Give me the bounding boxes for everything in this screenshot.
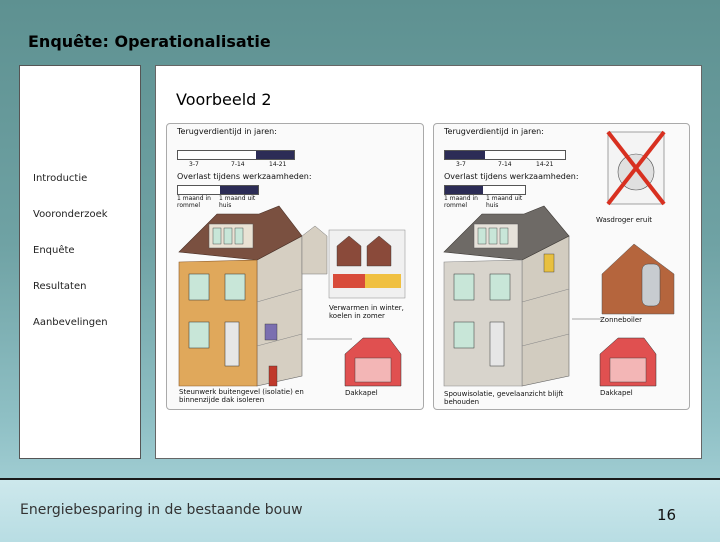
- nav-item-resultaten[interactable]: Resultaten: [33, 281, 87, 292]
- slide-subtitle: Voorbeeld 2: [176, 90, 272, 109]
- right-caption-boiler: Zonneboiler: [600, 316, 643, 324]
- nav-item-vooronderzoek[interactable]: Vooronderzoek: [33, 209, 108, 220]
- right-caption-dormer: Dakkapel: [600, 389, 633, 397]
- right-nuisance-option-1: 1 maand in rommel: [444, 195, 478, 209]
- left-nuisance-label: Overlast tijdens werkzaamheden:: [177, 172, 312, 181]
- left-nuisance-option-2: 1 maand uit huis: [219, 195, 256, 209]
- right-nuisance-option-2: 1 maand uit huis: [486, 195, 523, 209]
- left-caption-dormer: Dakkapel: [345, 389, 378, 397]
- right-caption-wall: Spouwisolatie, gevelaanzicht blijft behouden: [444, 390, 564, 406]
- right-nuisance-label: Overlast tijdens werkzaamheden:: [444, 172, 579, 181]
- right-tick-3-7: 3-7: [456, 161, 466, 168]
- left-payback-label: Terugverdientijd in jaren:: [177, 127, 277, 136]
- page-number: 16: [657, 506, 677, 524]
- footer-text: Energiebesparing in de bestaande bouw: [20, 502, 303, 518]
- nav-item-introductie[interactable]: Introductie: [33, 173, 88, 184]
- slide-title: Enquête: Operationalisatie: [28, 32, 271, 51]
- left-caption-wall: Steunwerk buitengevel (isolatie) en binnenzijde dak isoleren: [179, 388, 304, 404]
- right-house-illustration: [434, 124, 689, 409]
- right-payback-label: Terugverdientijd in jaren:: [444, 127, 544, 136]
- left-nuisance-option-1: 1 maand in rommel: [177, 195, 211, 209]
- left-house-illustration: [167, 124, 423, 409]
- left-tick-3-7: 3-7: [189, 161, 199, 168]
- nav-item-enquete[interactable]: Enquête: [33, 245, 75, 256]
- left-tick-7-14: 7-14: [231, 161, 245, 168]
- left-scenario-panel: [166, 123, 424, 410]
- left-tick-14-21: 14-21: [269, 161, 287, 168]
- right-tick-14-21: 14-21: [536, 161, 554, 168]
- nav-item-aanbevelingen[interactable]: Aanbevelingen: [33, 317, 108, 328]
- right-tick-7-14: 7-14: [498, 161, 512, 168]
- sidebar-nav: [19, 65, 141, 459]
- right-scenario-panel: [433, 123, 690, 410]
- right-caption-dryer: Wasdroger eruit: [596, 216, 653, 224]
- left-caption-heating: Verwarmen in winter, koelen in zomer: [329, 304, 404, 320]
